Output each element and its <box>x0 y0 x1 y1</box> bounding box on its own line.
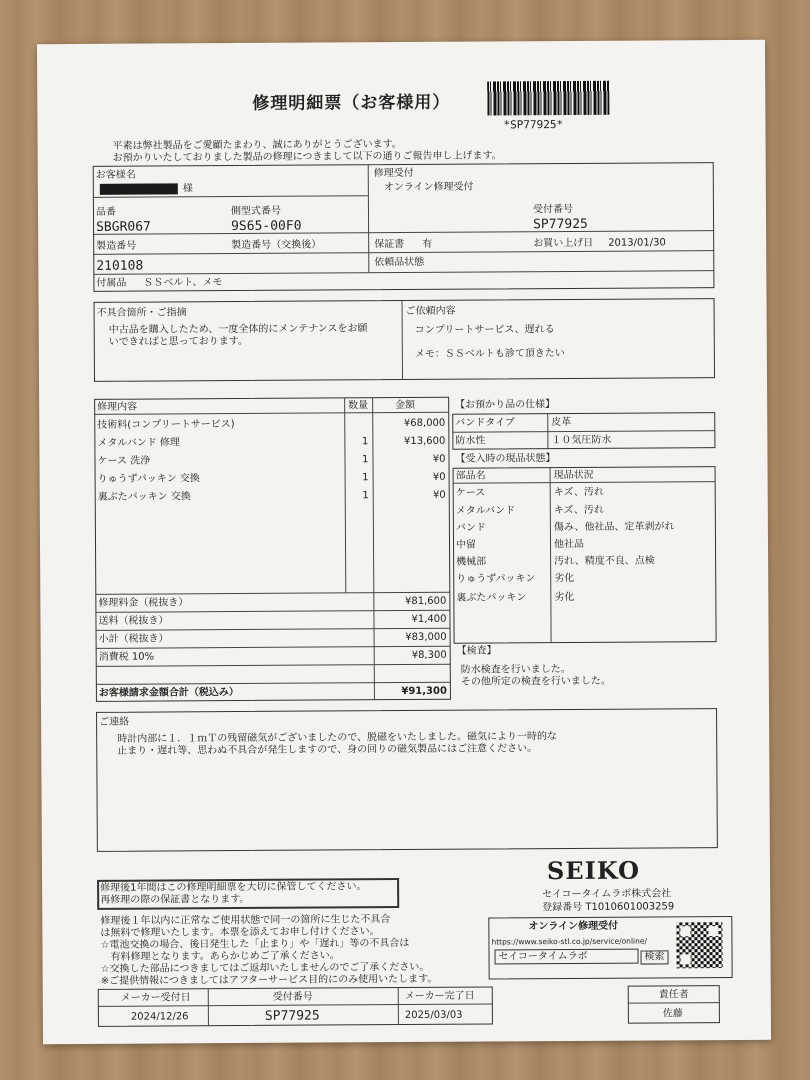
defect-text-2: いできればと思っております。 <box>108 335 249 348</box>
condition-part: 中留 <box>455 539 477 551</box>
condition-status: キズ、汚れ <box>553 504 604 517</box>
condition-status-header: 現品状況 <box>553 469 594 482</box>
grand-total-amount: ¥91,300 <box>401 685 447 698</box>
barcode-text: *SP77925* <box>503 118 564 132</box>
total-label: 消費税 10% <box>98 651 155 663</box>
condition-part: ケース <box>455 487 486 499</box>
inspection-line-2: その他所定の検査を行いました。 <box>460 675 611 688</box>
purchase-date: 2013/01/30 <box>608 237 666 249</box>
request-label: ご依頼内容 <box>405 305 456 317</box>
condition-status: キズ、汚れ <box>553 486 604 499</box>
caliber-number: 9S65-00F0 <box>231 218 302 235</box>
repair-row-item: 技術料(コンプリートサービス) <box>97 419 235 431</box>
total-label: 修理料金（税抜き） <box>98 597 189 609</box>
repair-row-item: ケース 洗浄 <box>97 455 151 467</box>
warranty-label: 保証書 <box>374 238 405 251</box>
total-label: 送料（税抜き） <box>98 615 169 627</box>
condition-part: バンド <box>455 522 486 534</box>
repair-row-item: メタルバンド 修理 <box>97 437 180 449</box>
document-title: 修理明細票（お客様用） <box>252 92 451 114</box>
terms-line: は無料で修理いたします。本票を添えてお申し付けください。 <box>100 926 380 939</box>
specs-label: 【お預かり品の仕様】 <box>455 399 556 411</box>
spec-key: 防水性 <box>455 435 486 447</box>
footer-number: SP77925 <box>264 1008 320 1024</box>
condition-part: メタルバンド <box>455 505 516 517</box>
model-number: SBGR067 <box>96 219 151 235</box>
terms-line: 有料修理となります。あらかじめご了承ください。 <box>100 950 340 963</box>
qr-code[interactable] <box>676 922 722 968</box>
condition-status: 傷み、他社品、定革剥がれ <box>553 521 675 534</box>
request-status-label: 依頼品状態 <box>374 256 425 269</box>
repair-row-qty: 1 <box>362 454 369 466</box>
mfg-number: 210108 <box>96 258 144 274</box>
online-url[interactable]: https://www.seiko-stl.co.jp/service/online/ <box>491 936 648 947</box>
repair-row-item: りゅうずパッキン 交換 <box>97 473 200 485</box>
defect-text-1: 中古品を購入したため、一度全体的にメンテナンスをお願 <box>108 323 368 336</box>
request-line-2: メモ：ＳＳベルトも診て頂きたい <box>414 348 565 360</box>
warranty-notice-line-2: 再修理の際の保証書となります。 <box>100 893 250 906</box>
company-registration: 登録番号 T1010601003259 <box>542 901 675 914</box>
notice-line-2: 止まり・遅れ等、思わぬ不具合が発生しますので、身の回りの磁気製品にはご注意ください。 <box>117 743 538 757</box>
warranty-value: 有 <box>422 238 433 250</box>
maker-completed-label: メーカー完了日 <box>404 990 475 1003</box>
repair-row-qty: 1 <box>362 472 369 484</box>
online-title: オンライン修理受付 <box>528 920 619 933</box>
grand-total-label: お客様請求金額合計（税込み） <box>98 687 239 699</box>
footer-number-label: 受付番号 <box>272 991 313 1003</box>
serial-after-label: 製造番号（交換後） <box>231 239 322 252</box>
terms-line: ☆電池交換の場合、後日発生した「止まり」や「遅れ」等の不具合は <box>100 937 410 951</box>
reception-number: SP77925 <box>533 216 588 233</box>
redacted-customer-name <box>100 183 178 194</box>
total-label: 小計（税抜き） <box>98 633 169 645</box>
repair-row-amount: ¥13,600 <box>403 435 446 447</box>
total-amount: ¥81,600 <box>404 595 447 607</box>
terms-line: 修理後１年以内に正常なご使用状態で同一の箇所に生じた不具合 <box>100 914 391 927</box>
notice-line-1: 時計内部に１．１ｍＴの残留磁気がございましたので、脱磁をいたしました。磁気により一時的な <box>117 731 558 745</box>
person-in-charge-label: 責任者 <box>658 989 689 1001</box>
intro-line-1: 平素は弊社製品をご愛顧たまわり、誠にありがとうございます。 <box>112 139 402 152</box>
reception-value: オンライン修理受付 <box>383 181 474 194</box>
condition-status: 他社品 <box>553 538 585 551</box>
purchase-date-label: お買い上げ日 <box>533 237 594 250</box>
repair-row-amount: ¥0 <box>432 489 446 501</box>
condition-status: 劣化 <box>554 572 575 585</box>
accessories-value: ＳＳベルト、メモ <box>143 277 223 289</box>
spec-key: バンドタイプ <box>455 417 515 429</box>
repair-statement-sheet <box>37 40 771 1044</box>
accessories-label: 付属品 <box>96 277 127 289</box>
repair-row-amount: ¥0 <box>432 453 446 465</box>
mfg-number-label: 製造番号 <box>96 240 137 252</box>
condition-part: 裏ぶたパッキン <box>456 592 527 604</box>
maker-received-label: メーカー受付日 <box>120 992 191 1004</box>
repair-row-qty: 1 <box>361 436 369 448</box>
maker-completed-date: 2025/03/03 <box>404 1009 463 1022</box>
company-name: セイコータイムラボ株式会社 <box>542 888 672 901</box>
condition-part: 機械部 <box>456 556 487 568</box>
inspection-line-1: 防水検査を行いました。 <box>460 663 571 676</box>
spec-value: １０気圧防水 <box>551 434 612 447</box>
seiko-logo: SEIKO <box>546 855 641 886</box>
request-line-1: コンプリートサービス、遅れる <box>414 324 555 336</box>
person-in-charge-name: 佐藤 <box>662 1008 683 1020</box>
reception-label: 修理受付 <box>373 167 414 180</box>
maker-received-date: 2024/12/26 <box>130 1011 189 1023</box>
warranty-notice-line-1: 修理後1年間はこの修理明細票を大切に保管してください。 <box>100 881 367 894</box>
total-amount: ¥83,000 <box>405 631 447 643</box>
repair-row-item: 裏ぶたパッキン 交換 <box>97 491 191 503</box>
search-box-text: セイコータイムラボ <box>498 950 588 963</box>
terms-line: ☆交換した部品につきましてはご返却いたしませんのでご了承ください。 <box>100 961 430 975</box>
search-button[interactable]: 検索 <box>641 950 669 964</box>
defect-label: 不具合箇所・ご指摘 <box>96 307 187 319</box>
repair-row-qty: 1 <box>362 490 369 502</box>
customer-suffix: 様 <box>182 183 193 195</box>
notice-label: ご連絡 <box>99 716 130 728</box>
condition-status: 劣化 <box>554 591 575 604</box>
condition-status: 汚れ、精度不良、点検 <box>554 555 655 568</box>
intro-line-2: お預かりいたしておりました製品の修理につきまして以下の通りご報告申し上げます。 <box>112 150 502 164</box>
notice-box <box>96 708 718 852</box>
caliber-label: 側型式番号 <box>230 205 282 218</box>
repair-qty-header: 数量 <box>348 400 369 412</box>
condition-part: りゅうずパッキン <box>456 573 536 585</box>
reception-number-label: 受付番号 <box>532 203 574 216</box>
repair-amount-header: 金額 <box>395 399 416 412</box>
repair-row-amount: ¥0 <box>432 471 446 483</box>
repair-row-amount: ¥68,000 <box>403 417 446 429</box>
model-label: 品番 <box>95 206 117 218</box>
spec-value: 皮革 <box>551 416 572 429</box>
customer-name-label: お客様名 <box>95 169 136 181</box>
repair-item-header: 修理内容 <box>97 401 138 413</box>
condition-part-header: 部品名 <box>455 470 486 482</box>
barcode-image <box>487 81 609 116</box>
total-amount: ¥8,300 <box>411 649 447 661</box>
condition-label: 【受入時の現品状態】 <box>455 453 556 465</box>
inspection-label: 【検査】 <box>456 645 497 657</box>
terms-line: ※ご提供情報につきましてはアフターサービス目的にのみ使用いたします。 <box>100 973 438 987</box>
total-amount: ¥1,400 <box>411 613 447 625</box>
